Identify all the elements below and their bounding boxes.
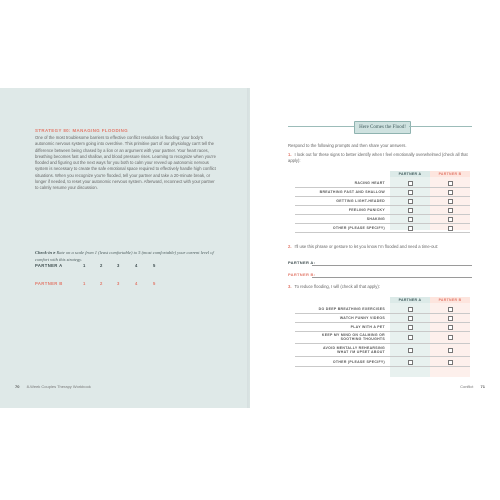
book-title: 8-Week Couples Therapy Workbook [26, 384, 91, 389]
checkbox-partner-b[interactable] [448, 208, 453, 213]
question-2 [288, 244, 478, 250]
rating-value[interactable]: 2 [100, 263, 103, 268]
right-page [250, 88, 500, 408]
question-text: I'll use this phrase or gesture to let you know I'm flooded and need a time-out: [294, 244, 439, 249]
checkbox-partner-b[interactable] [448, 360, 453, 365]
question-number: 1. [288, 152, 292, 157]
signs-table [295, 171, 475, 237]
rating-label: PARTNER B [35, 281, 63, 286]
checkbox-partner-a[interactable] [408, 335, 413, 340]
table-row [295, 357, 470, 367]
coping-table [295, 297, 475, 379]
rating-value[interactable]: 2 [100, 281, 103, 286]
row-label: OTHER (PLEASE SPECIFY) [332, 359, 385, 364]
rating-value[interactable]: 1 [83, 263, 86, 268]
row-label: DO DEEP BREATHING EXERCISES [318, 306, 385, 311]
checkbox-partner-b[interactable] [448, 190, 453, 195]
checkin-paragraph: Check-in ▸ Rate on a scale from 1 (least comfortable) to 5 (most comfortable) your current level of comfort with this strategy. [35, 250, 214, 262]
page-number: 70 [15, 384, 20, 389]
rating-value[interactable]: 5 [153, 263, 156, 268]
partner-b-input[interactable] [312, 277, 472, 278]
checkbox-partner-a[interactable] [408, 325, 413, 330]
strategy-body: One of the most troublesome barriers to effective conflict resolution is flooding: your body's autonomic nervous system going into overdrive. This primitive part of our physiology can't tell the difference between being chased by a lion or an argument with your partner. Your heart races, breathing becomes fast and shallow, and blood pressure rises. Learning to recognize when you're flooded and figuring out the next ways for you both to calm your revved up autonomic nervous system is necessary to create the safe emotional space required to effectively handle high conflict situations. When you recognize you're flooded, tell your partner and take a 20-minute break, or longer if needed, to reset your autonomic nervous system. Afterward, reconnect with your partner to calmly resume your discussion. [35, 135, 216, 191]
partner-b-label: PARTNER B: [288, 272, 316, 277]
row-label: FEELING PANICKY [348, 207, 385, 212]
checkbox-partner-b[interactable] [448, 217, 453, 222]
banner-rule-left [288, 126, 354, 127]
checkbox-partner-a[interactable] [408, 348, 413, 353]
table-row [295, 223, 470, 233]
column-header-a: PARTNER A [390, 297, 430, 303]
question-text: To reduce flooding, I will (check all that apply): [294, 284, 380, 289]
left-page [0, 88, 250, 408]
column-header-a: PARTNER A [390, 171, 430, 177]
rating-value[interactable]: 3 [117, 281, 120, 286]
row-label: AVOID MENTALLY REHEARSING WHAT I'M UPSET ABOUT [322, 345, 385, 355]
question-3 [288, 284, 478, 290]
section-name: Conflict [460, 384, 474, 389]
partner-a-input[interactable] [312, 265, 472, 266]
row-label: RACING HEART [354, 180, 385, 185]
rating-value[interactable]: 3 [117, 263, 120, 268]
checkbox-partner-a[interactable] [408, 226, 413, 231]
checkin-label: Check-in [35, 250, 53, 255]
question-1 [288, 152, 473, 164]
rating-value[interactable]: 4 [135, 263, 138, 268]
row-label: WATCH FUNNY VIDEOS [339, 315, 385, 320]
checkbox-partner-b[interactable] [448, 335, 453, 340]
rating-value[interactable]: 4 [135, 281, 138, 286]
row-label: GETTING LIGHT-HEADED [336, 198, 385, 203]
checkbox-partner-b[interactable] [448, 181, 453, 186]
checkbox-partner-a[interactable] [408, 190, 413, 195]
checkbox-partner-b[interactable] [448, 348, 453, 353]
question-number: 2. [288, 244, 292, 249]
checkin-text: Rate on a scale from 1 (least comfortable) to 5 (most comfortable) your current level of comfort with this strategy. [35, 250, 214, 262]
checkbox-partner-a[interactable] [408, 199, 413, 204]
table-row [295, 331, 470, 344]
strategy-title: STRATEGY 80: MANAGING FLOODING [35, 128, 129, 133]
row-label: SHAKING [366, 216, 385, 221]
rating-value[interactable]: 1 [83, 281, 86, 286]
checkbox-partner-b[interactable] [448, 307, 453, 312]
row-label: KEEP MY MIND ON CALMING OR SOOTHING THOUGHTS [321, 332, 385, 342]
column-header-b: PARTNER B [430, 297, 470, 303]
footer-left [15, 384, 91, 389]
banner-rule-right [409, 126, 472, 127]
rating-value[interactable]: 5 [153, 281, 156, 286]
question-text: I look out for these signs to better identify when I feel emotionally overwhelmed (check all that apply): [288, 152, 468, 164]
footer-right [460, 384, 485, 389]
rating-label: PARTNER A [35, 263, 63, 268]
row-label: OTHER (PLEASE SPECIFY) [332, 225, 385, 230]
column-header-b: PARTNER B [430, 171, 470, 177]
checkbox-partner-a[interactable] [408, 316, 413, 321]
checkbox-partner-b[interactable] [448, 199, 453, 204]
checkbox-partner-b[interactable] [448, 325, 453, 330]
book-spread [0, 88, 500, 408]
checkbox-partner-a[interactable] [408, 307, 413, 312]
row-label: BREATHING FAST AND SHALLOW [319, 189, 385, 194]
page-number: 71 [480, 384, 485, 389]
checkbox-partner-a[interactable] [408, 181, 413, 186]
question-number: 3. [288, 284, 292, 289]
checkbox-partner-a[interactable] [408, 217, 413, 222]
checkbox-partner-a[interactable] [408, 360, 413, 365]
checkbox-partner-b[interactable] [448, 316, 453, 321]
table-row [295, 344, 470, 357]
intro-text: Respond to the following prompts and then share your answers. [288, 143, 407, 148]
row-label: PLAY WITH A PET [350, 324, 385, 329]
partner-a-label: PARTNER A: [288, 260, 316, 265]
checkbox-partner-b[interactable] [448, 226, 453, 231]
banner-title: Here Comes the Flood! [354, 121, 411, 134]
checkbox-partner-a[interactable] [408, 208, 413, 213]
